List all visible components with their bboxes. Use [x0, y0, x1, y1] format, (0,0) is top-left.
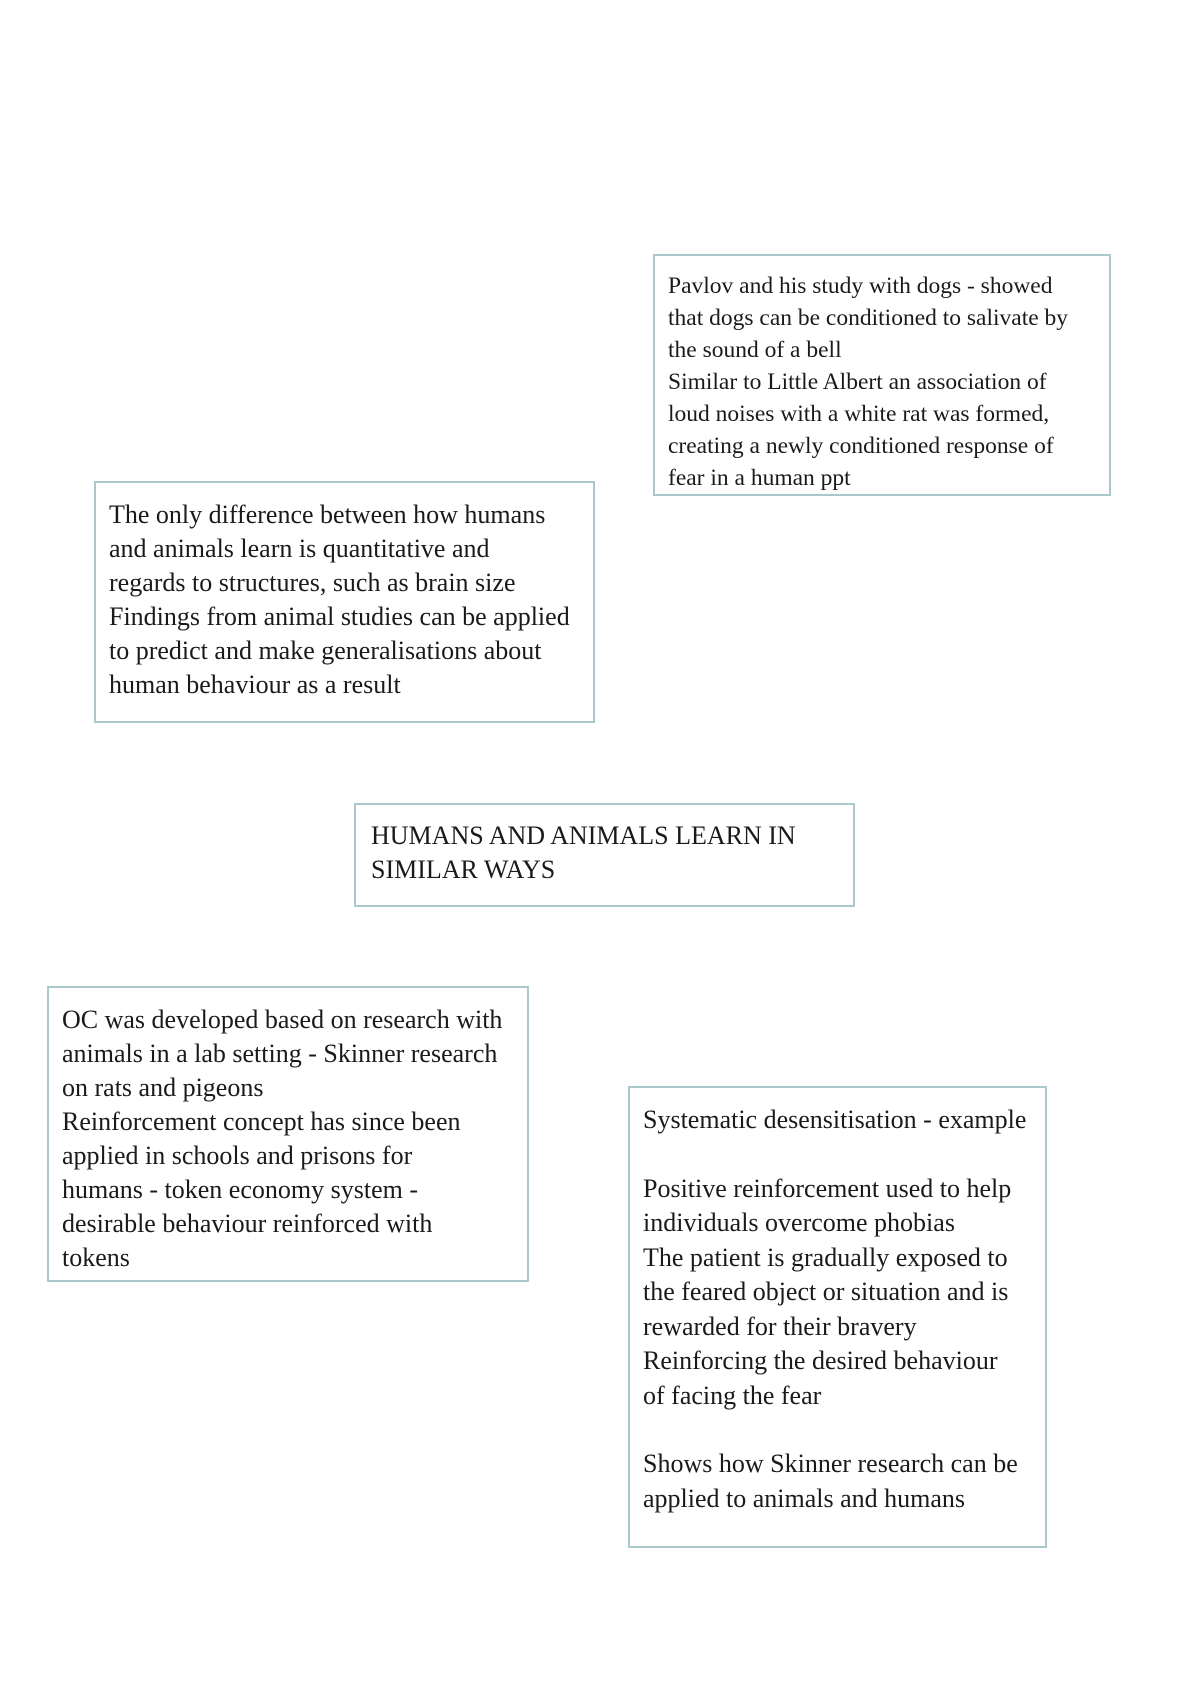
note-line: rewarded for their bravery [643, 1311, 917, 1341]
note-line: The only difference between how humans [109, 500, 546, 529]
note-line: human behaviour as a result [109, 670, 401, 699]
note-pavlov-dogs [653, 254, 1111, 496]
note-line: tokens [62, 1243, 130, 1272]
central-title-line: SIMILAR WAYS [371, 855, 556, 884]
note-line: desirable behaviour reinforced with [62, 1209, 433, 1238]
note-line: on rats and pigeons [62, 1073, 264, 1102]
note-line: regards to structures, such as brain size [109, 568, 516, 597]
note-line: Positive reinforcement used to help [643, 1173, 1012, 1203]
note-line: Findings from animal studies can be applied [109, 602, 570, 631]
central-title-line: HUMANS AND ANIMALS LEARN IN [371, 821, 796, 850]
note-line: individuals overcome phobias [643, 1208, 955, 1237]
note-line: loud noises with a white rat was formed, [668, 401, 1050, 427]
paragraph-gap [643, 1138, 1033, 1172]
note-systematic-desensitisation [628, 1086, 1047, 1548]
note-line: applied to animals and humans [643, 1483, 966, 1513]
note-quantitative-difference [94, 481, 595, 723]
note-line: The patient is gradually exposed to [643, 1242, 1008, 1272]
note-heading: Systematic desensitisation - example [643, 1105, 1027, 1134]
note-line: fear in a human ppt [668, 465, 851, 491]
note-line: applied in schools and prisons for [62, 1141, 413, 1170]
note-line: animals in a lab setting - Skinner research [62, 1039, 498, 1068]
note-line: OC was developed based on research with [62, 1005, 503, 1034]
note-line: Reinforcement concept has since been [62, 1107, 461, 1136]
note-line: Reinforcing the desired behaviour [643, 1346, 998, 1375]
note-line: creating a newly conditioned response of [668, 433, 1054, 459]
note-line: Pavlov and his study with dogs - showed [668, 273, 1053, 299]
note-line: of facing the fear [643, 1380, 822, 1410]
central-title-box [354, 803, 855, 907]
paragraph-gap [643, 1413, 1033, 1447]
note-line: Shows how Skinner research can be [643, 1449, 1018, 1478]
note-line: the sound of a bell [668, 337, 842, 363]
note-line: that dogs can be conditioned to salivate by [668, 305, 1069, 331]
note-line: Similar to Little Albert an association of [668, 369, 1047, 395]
note-operant-conditioning [47, 986, 529, 1282]
note-line: and animals learn is quantitative and [109, 534, 490, 563]
note-line: to predict and make generalisations about [109, 636, 542, 665]
note-line: humans - token economy system - [62, 1175, 418, 1204]
note-line: the feared object or situation and is [643, 1277, 1009, 1306]
